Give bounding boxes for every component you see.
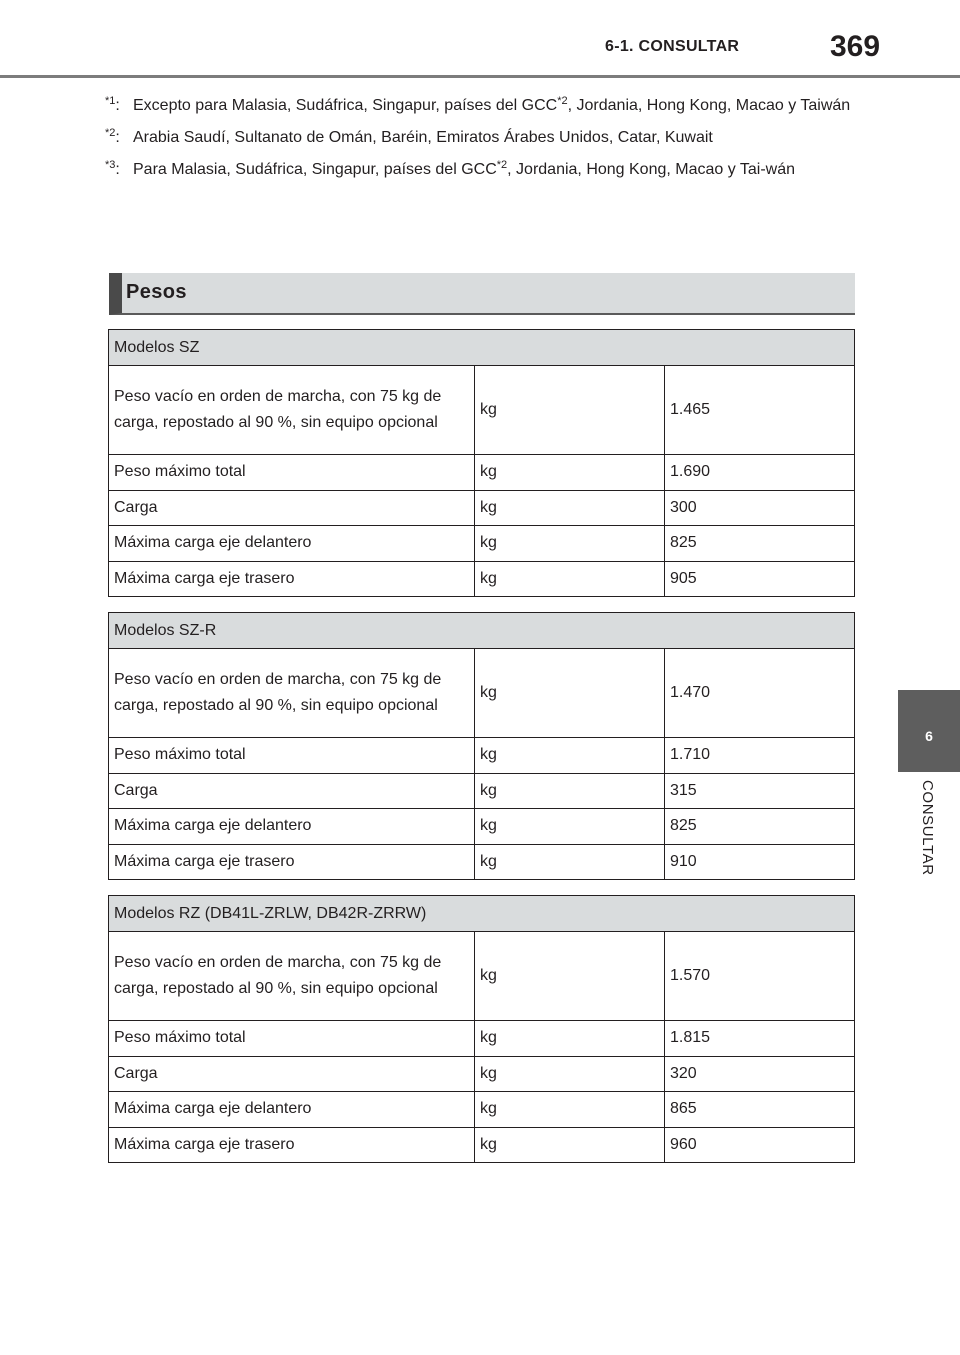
- row-value: 1.465: [665, 366, 855, 455]
- table-row: [109, 490, 855, 526]
- row-label: Máxima carga eje trasero: [109, 561, 475, 597]
- row-value: 825: [665, 809, 855, 845]
- row-unit: kg: [475, 1021, 665, 1057]
- row-label: Peso vacío en orden de marcha, con 75 kg de carga, repostado al 90 %, sin equipo opcional: [109, 366, 475, 455]
- table-row: [109, 738, 855, 774]
- table-row: [109, 561, 855, 597]
- chapter-tab-number[interactable]: 6: [898, 690, 960, 772]
- row-value: 1.470: [665, 649, 855, 738]
- row-unit: kg: [475, 649, 665, 738]
- table-row: [109, 1127, 855, 1163]
- row-unit: kg: [475, 490, 665, 526]
- footnote-text-cont: , Jordania, Hong Kong, Macao y Tai-wán: [507, 161, 796, 179]
- row-unit: kg: [475, 844, 665, 880]
- row-label: Carga: [109, 490, 475, 526]
- section-heading-pesos: Pesos: [109, 273, 855, 315]
- table-row: [109, 1092, 855, 1128]
- table-heading: Modelos SZ: [109, 330, 855, 366]
- row-value: 960: [665, 1127, 855, 1163]
- row-label: Peso máximo total: [109, 455, 475, 491]
- footnote-3: $^{*3}$: Para Malasia, Sudáfrica, Singapur, países del GCC$^{*2}$, Jordania, Hong Kong, Macao y Tai-wán: [105, 159, 796, 179]
- row-value: 1.710: [665, 738, 855, 774]
- row-label: Carga: [109, 773, 475, 809]
- row-unit: kg: [475, 1127, 665, 1163]
- row-unit: kg: [475, 932, 665, 1021]
- row-unit: kg: [475, 809, 665, 845]
- footnote-ref: *2: [496, 159, 508, 172]
- footnote-text: Arabia Saudí, Sultanato de Omán, Baréin, Emiratos Árabes Unidos, Catar, Kuwait: [133, 129, 713, 147]
- row-label: Máxima carga eje delantero: [109, 526, 475, 562]
- table-row: [109, 809, 855, 845]
- footnote-1: $^{*1}$: Excepto para Malasia, Sudáfrica, Singapur, países del GCC$^{*2}$, Jordania, Hong Kong, Macao y Taiwán: [105, 95, 851, 114]
- chapter-tab-label-container: [918, 780, 936, 910]
- footnote-ref: *2: [557, 95, 568, 107]
- row-label: Máxima carga eje trasero: [109, 844, 475, 880]
- chapter-tab-label: CONSULTAR: [919, 780, 936, 876]
- row-value: 1.570: [665, 932, 855, 1021]
- row-label: Peso vacío en orden de marcha, con 75 kg de carga, repostado al 90 %, sin equipo opcional: [109, 932, 475, 1021]
- row-value: 865: [665, 1092, 855, 1128]
- table-heading: Modelos RZ (DB41L-ZRLW, DB42R-ZRRW): [109, 896, 855, 932]
- header-divider: [0, 75, 960, 78]
- row-unit: kg: [475, 366, 665, 455]
- footnote-mark: *3: [105, 159, 116, 172]
- row-unit: kg: [475, 455, 665, 491]
- table-row: [109, 844, 855, 880]
- row-value: 315: [665, 773, 855, 809]
- row-unit: kg: [475, 1092, 665, 1128]
- row-label: Peso máximo total: [109, 1021, 475, 1057]
- table-row: [109, 1056, 855, 1092]
- row-value: 320: [665, 1056, 855, 1092]
- weights-table-sz: [108, 329, 855, 597]
- row-unit: kg: [475, 526, 665, 562]
- page-number: 369: [830, 30, 881, 63]
- table-row: [109, 526, 855, 562]
- footnote-2: $^{*2}$: Arabia Saudí, Sultanato de Omán, Baréin, Emiratos Árabes Unidos, Catar, Kuwait: [105, 127, 713, 147]
- row-label: Máxima carga eje delantero: [109, 809, 475, 845]
- row-label: Máxima carga eje delantero: [109, 1092, 475, 1128]
- weights-table-rz: [108, 895, 855, 1163]
- row-value: 825: [665, 526, 855, 562]
- table-row: [109, 932, 855, 1021]
- row-unit: kg: [475, 773, 665, 809]
- row-label: Peso vacío en orden de marcha, con 75 kg de carga, repostado al 90 %, sin equipo opcional: [109, 649, 475, 738]
- row-value: 1.815: [665, 1021, 855, 1057]
- footnote-text: Excepto para Malasia, Sudáfrica, Singapur, países del GCC: [133, 97, 558, 114]
- weights-table-sz-r: [108, 612, 855, 880]
- footnote-text-cont: , Jordania, Hong Kong, Macao y Taiwán: [567, 97, 851, 114]
- row-value: 905: [665, 561, 855, 597]
- row-unit: kg: [475, 1056, 665, 1092]
- table-row: [109, 1021, 855, 1057]
- footnote-text: Para Malasia, Sudáfrica, Singapur, países del GCC: [133, 161, 497, 179]
- table-row: [109, 366, 855, 455]
- row-unit: kg: [475, 561, 665, 597]
- row-unit: kg: [475, 738, 665, 774]
- table-row: [109, 649, 855, 738]
- footnote-mark: *1: [105, 95, 116, 107]
- row-value: 910: [665, 844, 855, 880]
- row-label: Máxima carga eje trasero: [109, 1127, 475, 1163]
- row-label: Carga: [109, 1056, 475, 1092]
- footnotes: [105, 92, 855, 189]
- table-row: [109, 455, 855, 491]
- section-header-title: 6-1. CONSULTAR: [605, 38, 740, 55]
- table-row: [109, 773, 855, 809]
- footnote-mark: *2: [105, 127, 116, 140]
- row-value: 300: [665, 490, 855, 526]
- row-value: 1.690: [665, 455, 855, 491]
- row-label: Peso máximo total: [109, 738, 475, 774]
- table-heading: Modelos SZ-R: [109, 613, 855, 649]
